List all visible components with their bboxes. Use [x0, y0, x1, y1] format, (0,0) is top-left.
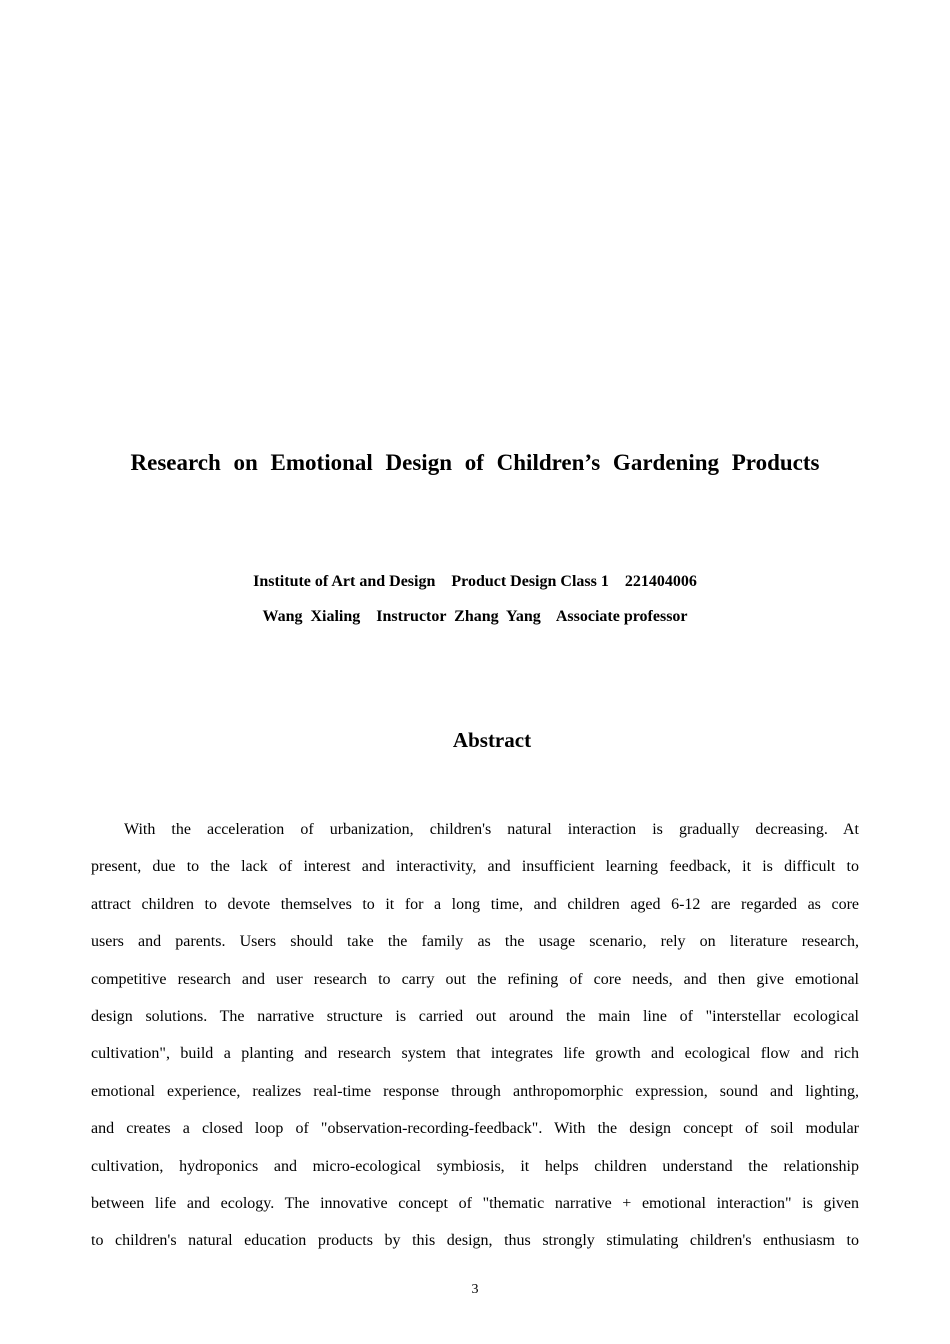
abstract-line: cultivation, hydroponics and micro-ecological symbiosis, it helps children understand the relationship	[91, 1157, 859, 1175]
abstract-line: cultivation", build a planting and research system that integrates life growth and ecological flow and rich	[91, 1045, 859, 1063]
abstract-heading: Abstract	[452, 728, 532, 752]
abstract-line: between life and ecology. The innovative concept of "thematic narrative + emotional interaction" is given	[91, 1194, 859, 1212]
paper-title: Research on Emotional Design of Children’s Gardening Products	[130, 450, 820, 475]
page-number: 3	[471, 1282, 479, 1297]
abstract-line: With the acceleration of urbanization, children's natural interaction is gradually decreasing. At	[124, 821, 859, 838]
abstract-line: to children's natural education products by this design, thus strongly stimulating children's enthusiasm to	[91, 1232, 859, 1250]
author-line: Wang Xialing Instructor Zhang Yang Associate professor	[262, 608, 688, 625]
abstract-line: design solutions. The narrative structure is carried out around the main line of "interstellar ecological	[91, 1007, 859, 1025]
abstract-line: users and parents. Users should take the family as the usage scenario, rely on literature research,	[91, 933, 859, 951]
abstract-line: present, due to the lack of interest and interactivity, and insufficient learning feedback, it is difficult to	[91, 858, 859, 876]
abstract-body	[91, 811, 859, 1260]
affiliation-line: Institute of Art and Design Product Design Class 1 221404006	[253, 573, 697, 590]
abstract-line: emotional experience, realizes real-time response through anthropomorphic expression, sound and lighting,	[91, 1082, 859, 1100]
abstract-line: competitive research and user research to carry out the refining of core needs, and then give emotional	[91, 970, 859, 988]
abstract-line: and creates a closed loop of "observation-recording-feedback". With the design concept of soil modular	[91, 1120, 859, 1138]
abstract-line: attract children to devote themselves to it for a long time, and children aged 6-12 are regarded as core	[91, 895, 859, 913]
